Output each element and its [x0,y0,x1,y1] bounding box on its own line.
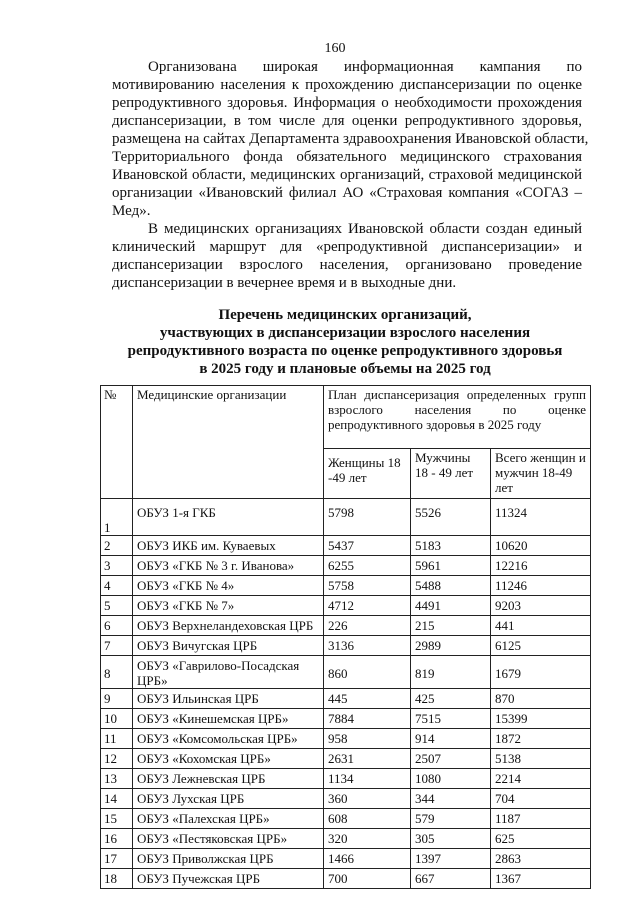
total-count: 1679 [491,656,591,689]
organization-name: ОБУЗ Ильинская ЦРБ [133,689,324,709]
table-row [101,709,591,729]
paragraph-clinical-route [112,220,582,292]
men-count: 4491 [411,596,491,616]
paragraph-line: Мед». [112,203,151,219]
table-row [101,689,591,709]
table-row [101,809,591,829]
paragraph-line: Ивановской области, медицинских организаций, страховой медицинской [112,167,582,183]
total-count: 12216 [491,556,591,576]
total-count: 11324 [491,499,591,536]
header-men: Мужчины 18 - 49 лет [411,449,491,499]
women-count: 2631 [324,749,411,769]
organization-name: ОБУЗ Верхнеландеховская ЦРБ [133,616,324,636]
row-number: 7 [101,636,133,656]
women-count: 1466 [324,849,411,869]
women-count: 860 [324,656,411,689]
row-number: 1 [101,499,133,536]
women-count: 7884 [324,709,411,729]
total-count: 441 [491,616,591,636]
total-count: 1872 [491,729,591,749]
men-count: 215 [411,616,491,636]
table-row [101,576,591,596]
table-row [101,536,591,556]
women-count: 958 [324,729,411,749]
total-count: 1367 [491,869,591,889]
row-number: 17 [101,849,133,869]
table-row [101,789,591,809]
title-line: Перечень медицинских организаций, [218,307,472,323]
title-line: в 2025 году и плановые объемы на 2025 год [199,361,491,377]
row-number: 8 [101,656,133,689]
table-row [101,769,591,789]
total-count: 2863 [491,849,591,869]
women-count: 5798 [324,499,411,536]
men-count: 425 [411,689,491,709]
header-women: Женщины 18 -49 лет [324,449,411,499]
paragraph-line: диспансеризации взрослого населения, организовано проведение [112,257,582,273]
paragraph-line: Территориального фонда обязательного медицинского страхования [112,149,582,165]
men-count: 5488 [411,576,491,596]
row-number: 18 [101,869,133,889]
row-number: 2 [101,536,133,556]
table-title [100,306,590,378]
women-count: 608 [324,809,411,829]
total-count: 870 [491,689,591,709]
organization-name: ОБУЗ «Пестяковская ЦРБ» [133,829,324,849]
header-organization: Медицинские организации [133,386,324,499]
row-number: 14 [101,789,133,809]
row-number: 15 [101,809,133,829]
organization-name: ОБУЗ Пучежская ЦРБ [133,869,324,889]
organization-name: ОБУЗ Вичугская ЦРБ [133,636,324,656]
paragraph-campaign [112,58,589,220]
paragraph-line: репродуктивного здоровья. Информация о необходимости прохождения [112,95,582,111]
row-number: 9 [101,689,133,709]
women-count: 1134 [324,769,411,789]
men-count: 305 [411,829,491,849]
paragraph-line: клинический маршрут для «репродуктивной диспансеризации» и [112,239,582,255]
women-count: 445 [324,689,411,709]
title-line: репродуктивного возраста по оценке репродуктивного здоровья [127,343,563,359]
organization-name: ОБУЗ ИКБ им. Куваевых [133,536,324,556]
row-number: 11 [101,729,133,749]
total-count: 5138 [491,749,591,769]
organizations-table [100,385,591,889]
table-row [101,656,591,689]
men-count: 914 [411,729,491,749]
table-row [101,869,591,889]
women-count: 6255 [324,556,411,576]
women-count: 360 [324,789,411,809]
paragraph-line: организации «Ивановский филиал АО «Страховая компания «СОГАЗ – [112,185,582,201]
women-count: 5758 [324,576,411,596]
row-number: 13 [101,769,133,789]
men-count: 2507 [411,749,491,769]
organization-name: ОБУЗ «Палехская ЦРБ» [133,809,324,829]
men-count: 667 [411,869,491,889]
row-number: 5 [101,596,133,616]
organization-name: ОБУЗ «Кинешемская ЦРБ» [133,709,324,729]
table-row [101,729,591,749]
paragraph-line: Организована широкая информационная кампания по [148,59,582,75]
total-count: 15399 [491,709,591,729]
total-count: 9203 [491,596,591,616]
paragraph-line: мотивированию населения к прохождению диспансеризации по оценке [112,77,582,93]
organization-name: ОБУЗ 1-я ГКБ [133,499,324,536]
men-count: 579 [411,809,491,829]
women-count: 700 [324,869,411,889]
men-count: 1080 [411,769,491,789]
title-line: участвующих в диспансеризации взрослого населения [159,325,531,341]
total-count: 2214 [491,769,591,789]
organization-name: ОБУЗ «ГКБ № 7» [133,596,324,616]
total-count: 704 [491,789,591,809]
organization-name: ОБУЗ Лухская ЦРБ [133,789,324,809]
paragraph-line: диспансеризации, в том числе для оценки репродуктивного здоровья, [112,113,582,129]
table-row [101,749,591,769]
header-number: № [101,386,133,499]
men-count: 5183 [411,536,491,556]
total-count: 1187 [491,809,591,829]
page-number: 160 [324,41,346,56]
total-count: 10620 [491,536,591,556]
row-number: 3 [101,556,133,576]
organization-name: ОБУЗ «Комсомольская ЦРБ» [133,729,324,749]
men-count: 819 [411,656,491,689]
row-number: 4 [101,576,133,596]
table-row [101,636,591,656]
paragraph-line: В медицинских организациях Ивановской области создан единый [148,221,582,237]
men-count: 5526 [411,499,491,536]
men-count: 7515 [411,709,491,729]
total-count: 6125 [491,636,591,656]
women-count: 226 [324,616,411,636]
organization-name: ОБУЗ Лежневская ЦРБ [133,769,324,789]
table-row [101,556,591,576]
men-count: 2989 [411,636,491,656]
women-count: 320 [324,829,411,849]
header-total: Всего женщин и мужчин 18-49 лет [491,449,591,499]
paragraph-line: размещена на сайтах Департамента здравоохранения Ивановской области, [112,131,589,147]
total-count: 11246 [491,576,591,596]
table-row [101,499,591,536]
total-count: 625 [491,829,591,849]
paragraph-line: диспансеризации в вечернее время и в выходные дни. [112,275,457,291]
organization-name: ОБУЗ «ГКБ № 3 г. Иванова» [133,556,324,576]
men-count: 344 [411,789,491,809]
organization-name: ОБУЗ «ГКБ № 4» [133,576,324,596]
table-row [101,616,591,636]
women-count: 3136 [324,636,411,656]
men-count: 5961 [411,556,491,576]
table-row [101,829,591,849]
women-count: 5437 [324,536,411,556]
organization-name: ОБУЗ Приволжская ЦРБ [133,849,324,869]
row-number: 16 [101,829,133,849]
row-number: 12 [101,749,133,769]
organization-name: ОБУЗ «Кохомская ЦРБ» [133,749,324,769]
row-number: 10 [101,709,133,729]
row-number: 6 [101,616,133,636]
men-count: 1397 [411,849,491,869]
table-row [101,849,591,869]
header-plan: План диспансеризация определенных групп взрослого населения по оценке репродуктивного здоровья в 2025 году [324,386,591,449]
organization-name: ОБУЗ «Гаврилово-Посадская ЦРБ» [133,656,324,689]
women-count: 4712 [324,596,411,616]
table-row [101,596,591,616]
